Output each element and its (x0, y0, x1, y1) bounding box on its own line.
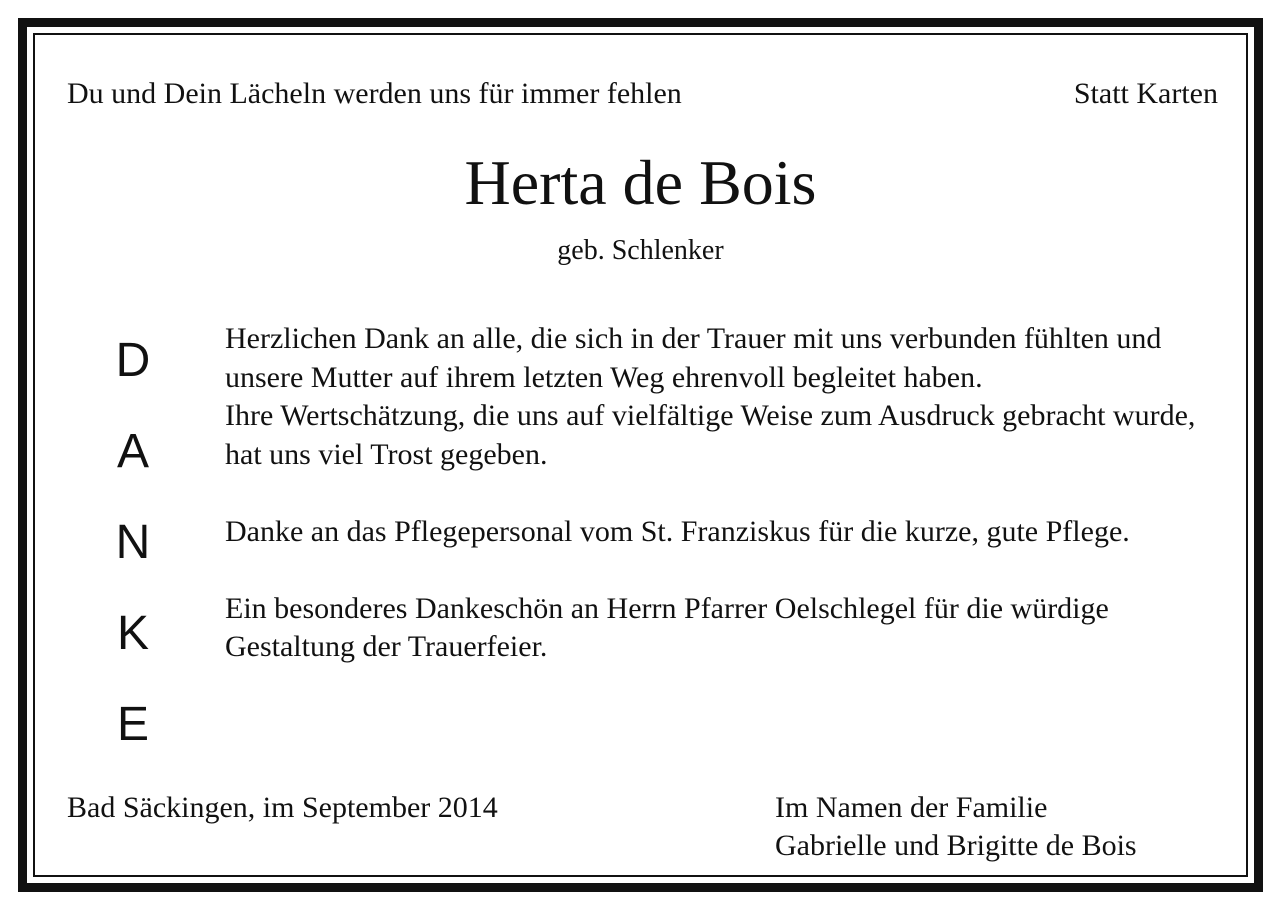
danke-letter: K (116, 607, 149, 660)
statt-karten-label: Statt Karten (1073, 77, 1218, 110)
danke-vertical-word (103, 315, 163, 770)
danke-letter: E (116, 698, 149, 751)
notice-inner-border (33, 33, 1248, 877)
notice-outer-border (18, 18, 1263, 892)
thanks-paragraph: Ein besonderes Dankeschön an Herrn Pfarrer Oelschlegel für die würdige Gestaltung der Trauerfeier. (225, 591, 1109, 663)
thanks-paragraph: Herzlichen Dank an alle, die sich in der Trauer mit uns verbunden fühlten und unsere Mutter auf ihrem letzten Weg ehrenvoll begleitet haben. (225, 322, 1162, 394)
signature-line: Im Namen der Familie (775, 791, 1048, 824)
birth-name: geb. Schlenker (557, 235, 724, 266)
thanks-paragraph: Danke an das Pflegepersonal vom St. Franziskus für die kurze, gute Pflege. (225, 514, 1130, 548)
danke-letter: N (115, 516, 151, 569)
place-and-date: Bad Säckingen, im September 2014 (67, 791, 498, 824)
thanks-paragraph: Ihre Wertschätzung, die uns auf vielfältige Weise zum Ausdruck gebracht wurde, hat uns viel Trost gegeben. (225, 399, 1196, 471)
paragraph-spacer (225, 551, 1235, 590)
thanks-text (225, 320, 1235, 667)
deceased-name: Herta de Bois (464, 147, 817, 218)
danke-letter: D (115, 334, 151, 387)
motto-line: Du und Dein Lächeln werden uns für immer fehlen (67, 77, 682, 110)
danke-letter: A (116, 425, 149, 478)
signature-block (775, 789, 1137, 865)
paragraph-spacer (225, 474, 1235, 513)
signature-names: Gabrielle und Brigitte de Bois (775, 829, 1137, 862)
